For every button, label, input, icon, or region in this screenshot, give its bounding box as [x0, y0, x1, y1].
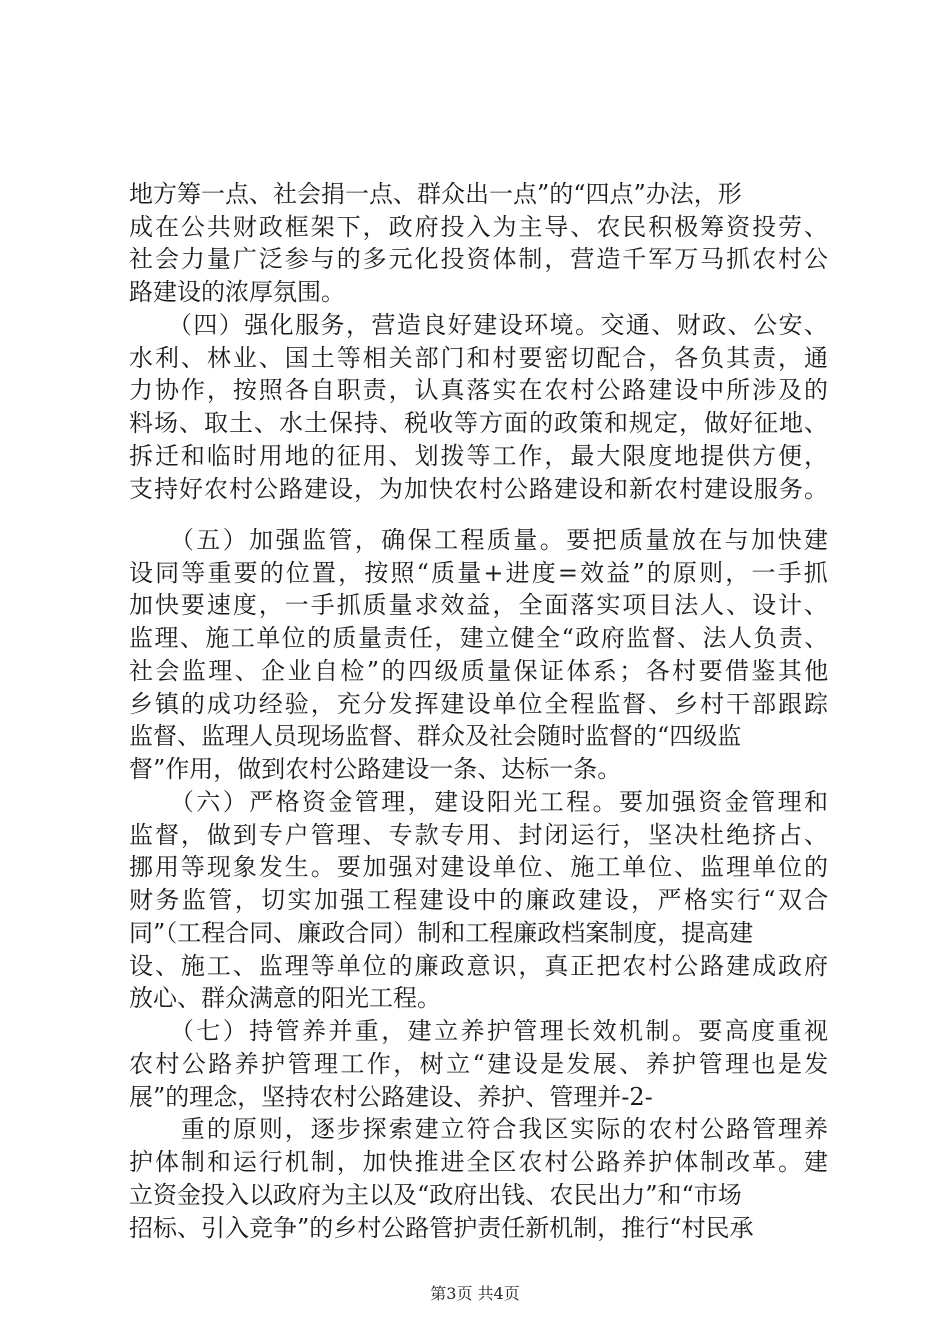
text-line: 重的原则，逐步探索建立符合我区实际的农村公路管理养	[129, 1115, 830, 1143]
text-line: 督”作用，做到农村公路建设一条、达标一条。	[129, 755, 622, 783]
text-line: （五）加强监管，确保工程质量。要把质量放在与加快建	[129, 526, 831, 554]
text-line: 力协作，按照各自职责，认真落实在农村公路建设中所涉及的	[129, 376, 830, 404]
page-footer: 第3页 共4页	[430, 1284, 520, 1303]
text-line: 放心、群众满意的阳光工程。	[129, 984, 441, 1012]
text-line: 社会监理、企业自检”的四级质量保证体系；各村要借鉴其他	[129, 657, 831, 685]
text-line: 社会力量广泛参与的多元化投资体制，营造千军万马抓农村公	[129, 245, 830, 273]
text-line: 监督、监理人员现场监督、群众及社会随时监督的“四级监	[129, 722, 742, 750]
text-line: 农村公路养护管理工作，树立“建设是发展、养护管理也是发	[129, 1050, 831, 1078]
text-line: （六）严格资金管理，建设阳光工程。要加强资金管理和	[129, 788, 831, 816]
text-line: 设同等重要的位置，按照“质量+进度=效益”的原则，一手抓	[129, 559, 830, 587]
text-line: 加快要速度，一手抓质量求效益，全面落实项目法人、设计、	[129, 591, 830, 619]
text-line: 招标、引入竞争”的乡村公路管护责任新机制，推行“村民承	[129, 1214, 754, 1242]
text-line: 挪用等现象发生。要加强对建设单位、施工单位、监理单位的	[129, 853, 830, 881]
text-line: 展”的理念，坚持农村公路建设、养护、管理并-2-	[129, 1083, 653, 1111]
text-line: 成在公共财政框架下，政府投入为主导、农民积极筹资投劳、	[129, 213, 830, 241]
text-line: 立资金投入以政府为主以及“政府出钱、农民出力”和“市场	[129, 1181, 742, 1209]
text-line: （七）持管养并重，建立养护管理长效机制。要高度重视	[129, 1017, 831, 1045]
text-line: 监督，做到专户管理、专款专用、封闭运行，坚决杜绝挤占、	[129, 821, 830, 849]
text-line: 同”（工程合同、廉政合同）制和工程廉政档案制度，提高建	[129, 919, 754, 947]
text-line: 监理、施工单位的质量责任，建立健全“政府监督、法人负责、	[129, 624, 830, 652]
text-line: 路建设的浓厚氛围。	[129, 278, 345, 306]
text-line: 设、施工、监理等单位的廉政意识，真正把农村公路建成政府	[129, 952, 830, 980]
text-line: 乡镇的成功经验，充分发挥建设单位全程监督、乡村干部跟踪	[129, 690, 830, 718]
text-line: 地方筹一点、社会捐一点、群众出一点”的“四点”办法，形	[129, 180, 742, 208]
text-line: 护体制和运行机制，加快推进全区农村公路养护体制改革。建	[129, 1148, 830, 1176]
text-line: 财务监管，切实加强工程建设中的廉政建设，严格实行“双合	[129, 886, 831, 914]
text-line: 拆迁和临时用地的征用、划拨等工作，最大限度地提供方便，	[129, 442, 830, 470]
text-line: 支持好农村公路建设，为加快农村公路建设和新农村建设服务。	[129, 475, 829, 503]
text-line: 料场、取土、水土保持、税收等方面的政策和规定，做好征地、	[129, 409, 829, 437]
text-line: 水利、林业、国土等相关部门和村要密切配合，各负其责，通	[129, 344, 830, 372]
text-line: （四）强化服务，营造良好建设环境。交通、财政、公安、	[129, 311, 830, 339]
